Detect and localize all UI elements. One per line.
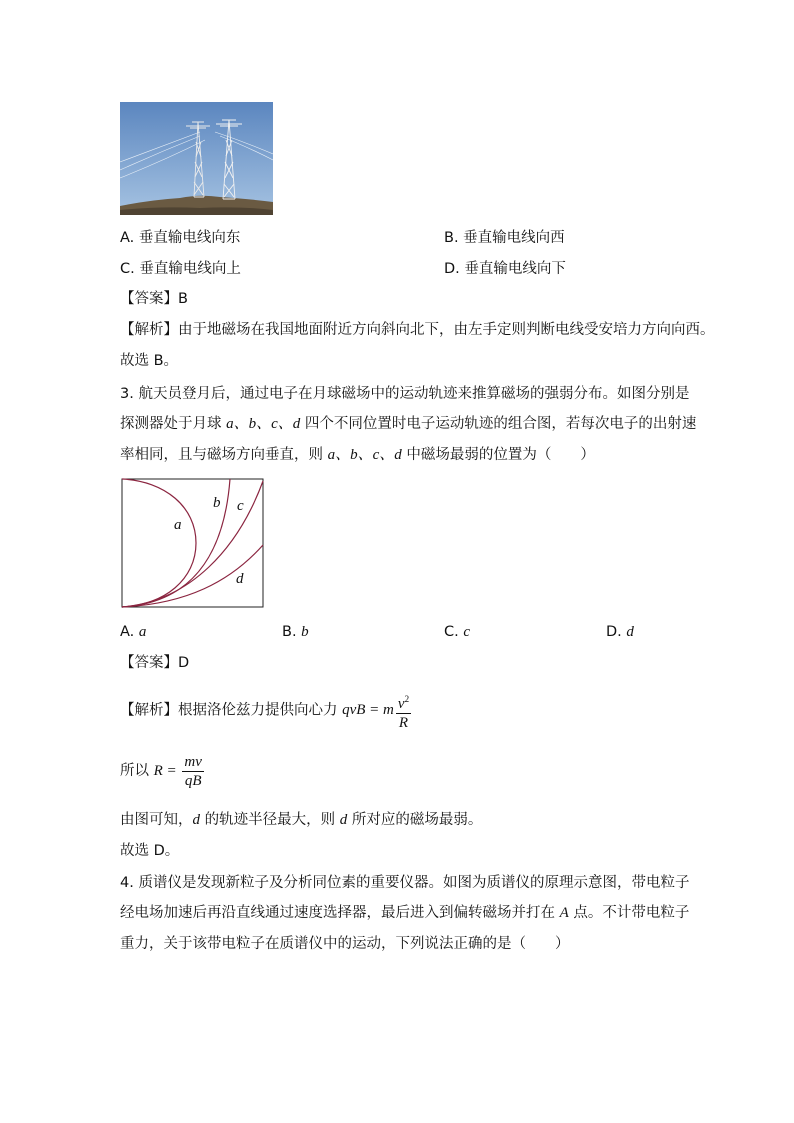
- analysis-text: 由于地磁场在我国地面附近方向斜向北下，由左手定则判断电线受安培力方向向西。: [178, 322, 715, 338]
- analysis-label: 【解析】: [120, 702, 178, 719]
- q3-stem-line1: 3. 航天员登月后，通过电子在月球磁场中的运动轨迹来推算磁场的强弱分布。如图分别是: [120, 386, 690, 402]
- q4-stem-line3: 重力，关于该带电粒子在质谱仪中的运动，下列说法正确的是（ ）: [120, 936, 570, 952]
- q3-option-d: D. d: [606, 624, 634, 640]
- q3-radius-formula: [120, 753, 206, 790]
- q2-conclusion: 故选 B。: [120, 353, 179, 369]
- q2-analysis: [120, 320, 715, 340]
- so-text: 所以: [120, 762, 154, 779]
- q3-stem-line3: [120, 445, 595, 465]
- q2-option-c: C. 垂直输电线向上: [120, 261, 241, 277]
- q3-variables: a、b、c、d: [226, 416, 301, 432]
- q3-analysis: [120, 690, 413, 732]
- analysis-label: 【解析】: [120, 322, 178, 338]
- q3-stem-text: 中磁场最弱的位置为（ ）: [401, 447, 595, 463]
- q2-option-b: B. 垂直输电线向西: [444, 230, 565, 246]
- q3-answer: 【答案】D: [120, 655, 190, 671]
- power-tower-photo: [120, 102, 273, 215]
- q2-option-d: D. 垂直输电线向下: [444, 261, 566, 277]
- q2-option-a: A. 垂直输电线向东: [120, 230, 241, 246]
- q3-option-b: B. b: [282, 624, 309, 640]
- q3-conclusion: 故选 D。: [120, 843, 180, 859]
- q3-stem-line2: [120, 414, 696, 434]
- q3-option-a: A. a: [120, 624, 147, 640]
- formula-lorentz: qvB = m $\frac{v^2}{R}$: [342, 702, 413, 718]
- q4-stem-line1: 4. 质谱仪是发现新粒子及分析同位素的重要仪器。如图为质谱仪的原理示意图，带电粒子: [120, 875, 690, 891]
- label-a: a: [174, 517, 182, 533]
- q2-answer: 【答案】B: [120, 291, 188, 307]
- q4-stem-line2: 经电场加速后再沿直线通过速度选择器，最后进入到偏转磁场并打在 A 点。不计带电粒子: [120, 905, 690, 921]
- q3-stem-text: 率相同，且与磁场方向垂直，则: [120, 447, 328, 463]
- q3-stem-text: 四个不同位置时电子运动轨迹的组合图，若每次电子的出射速: [300, 416, 697, 432]
- q3-reason: 由图可知，d 的轨迹半径最大，则 d 所对应的磁场最弱。: [120, 812, 483, 828]
- label-c: c: [237, 498, 244, 514]
- label-d: d: [236, 571, 244, 587]
- analysis-text: 根据洛伦兹力提供向心力: [178, 702, 343, 719]
- q3-stem-text: 探测器处于月球: [120, 416, 227, 432]
- label-b: b: [213, 495, 221, 511]
- q3-variables: a、b、c、d: [327, 447, 402, 463]
- q3-option-c: C. c: [444, 624, 471, 640]
- electron-trajectory-diagram: [120, 477, 266, 610]
- formula-radius: R = $\frac{mv}{qB}$: [153, 754, 202, 789]
